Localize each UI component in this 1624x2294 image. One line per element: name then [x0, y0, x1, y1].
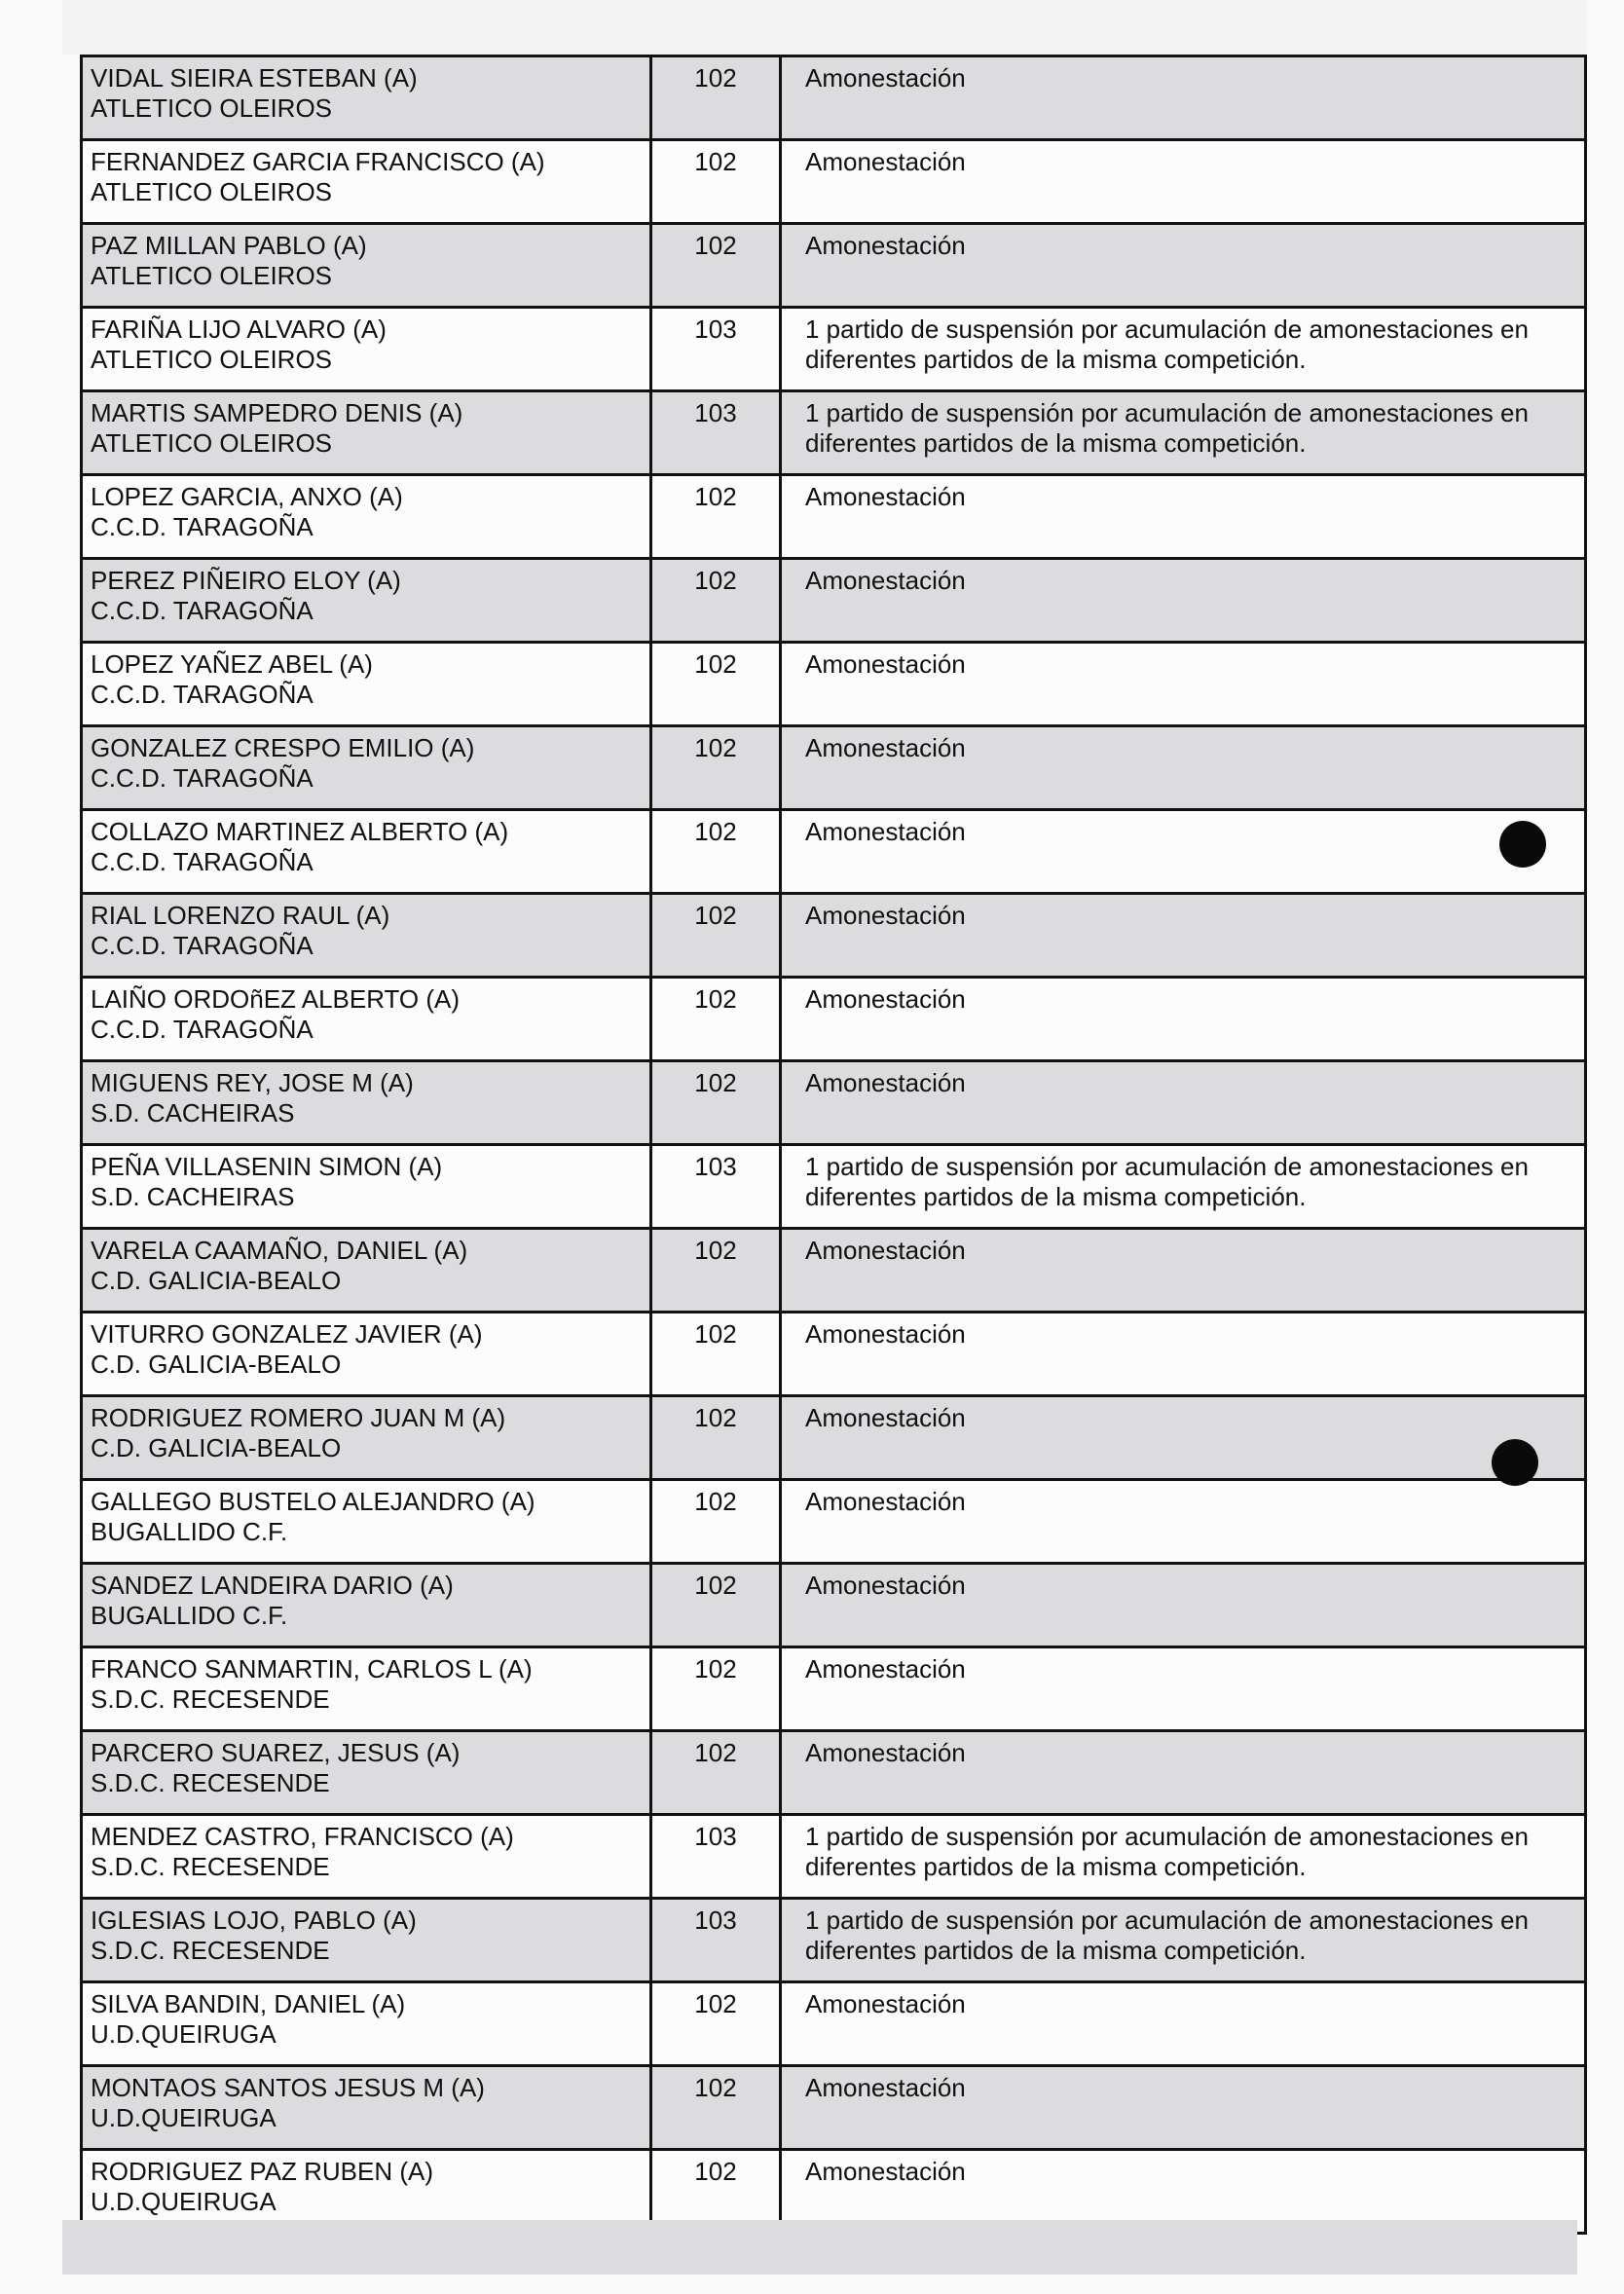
player-cell [82, 1229, 651, 1313]
sanction-text: Amonestación [805, 733, 966, 762]
sanction-text: Amonestación [805, 1403, 966, 1432]
code-cell [651, 1731, 781, 1815]
code-cell [651, 475, 781, 559]
sanction-text: 1 partido de suspensión por acumulación de amonestaciones en [805, 398, 1529, 427]
club-name: C.D. GALICIA-BEALO [91, 1350, 342, 1379]
code-cell [651, 308, 781, 391]
club-name: ATLETICO OLEIROS [91, 93, 333, 123]
code-cell [651, 1396, 781, 1480]
table-row [82, 1647, 1586, 1731]
player-cell [82, 1647, 651, 1731]
sanction-text-continued: diferentes partidos de la misma competición. [805, 1936, 1307, 1965]
player-cell [82, 140, 651, 224]
sanction-text: 1 partido de suspensión por acumulación de amonestaciones en [805, 1822, 1529, 1851]
club-name: U.D.QUEIRUGA [91, 2103, 277, 2132]
sanction-cell [781, 559, 1586, 643]
code-cell [651, 1145, 781, 1229]
sanction-code: 102 [694, 649, 737, 679]
sanction-cell [781, 978, 1586, 1061]
punch-hole-icon [1499, 821, 1546, 868]
table-row [82, 391, 1586, 475]
sanction-text: 1 partido de suspensión por acumulación de amonestaciones en [805, 1906, 1529, 1935]
player-name: FERNANDEZ GARCIA FRANCISCO (A) [91, 147, 545, 176]
sanction-code: 103 [694, 1152, 737, 1181]
code-cell [651, 810, 781, 894]
player-name: VIDAL SIEIRA ESTEBAN (A) [91, 63, 418, 92]
club-name: S.D.C. RECESENDE [91, 1768, 330, 1797]
player-name: PEÑA VILLASENIN SIMON (A) [91, 1152, 443, 1181]
sanction-code: 102 [694, 231, 737, 260]
code-cell [651, 1982, 781, 2066]
club-name: ATLETICO OLEIROS [91, 345, 333, 374]
code-cell [651, 1564, 781, 1647]
player-name: LAIÑO ORDOñEZ ALBERTO (A) [91, 984, 461, 1014]
player-cell [82, 978, 651, 1061]
sanction-text: Amonestación [805, 566, 966, 595]
sanction-code: 102 [694, 984, 737, 1014]
table-row [82, 810, 1586, 894]
sanction-cell [781, 1982, 1586, 2066]
player-cell [82, 1145, 651, 1229]
table-row [82, 559, 1586, 643]
sanction-text: Amonestación [805, 1487, 966, 1516]
table-row [82, 726, 1586, 810]
table-row [82, 1061, 1586, 1145]
sanction-code: 102 [694, 1068, 737, 1097]
club-name: ATLETICO OLEIROS [91, 428, 333, 458]
club-name: S.D. CACHEIRAS [91, 1098, 295, 1128]
sanction-text: Amonestación [805, 1236, 966, 1265]
sanction-code: 102 [694, 1738, 737, 1767]
sanction-text: Amonestación [805, 984, 966, 1014]
sanction-code: 102 [694, 63, 737, 92]
player-name: FARIÑA LIJO ALVARO (A) [91, 314, 387, 344]
sanction-text: Amonestación [805, 901, 966, 930]
table-row [82, 1396, 1586, 1480]
club-name: C.C.D. TARAGOÑA [91, 931, 314, 960]
sanction-text-continued: diferentes partidos de la misma competición. [805, 1182, 1307, 1211]
sanction-code: 103 [694, 314, 737, 344]
sanction-code: 102 [694, 482, 737, 511]
page-top-margin [62, 0, 1587, 55]
player-cell [82, 1480, 651, 1564]
code-cell [651, 1061, 781, 1145]
sanction-text: Amonestación [805, 63, 966, 92]
table-row [82, 308, 1586, 391]
player-name: PAZ MILLAN PABLO (A) [91, 231, 367, 260]
sanction-cell [781, 140, 1586, 224]
table-row [82, 1982, 1586, 2066]
code-cell [651, 1229, 781, 1313]
player-name: IGLESIAS LOJO, PABLO (A) [91, 1906, 417, 1935]
sanction-cell [781, 391, 1586, 475]
table-row [82, 1313, 1586, 1396]
sanction-code: 102 [694, 1654, 737, 1684]
player-cell [82, 1313, 651, 1396]
club-name: C.C.D. TARAGOÑA [91, 763, 314, 793]
sanction-code: 102 [694, 1487, 737, 1516]
table-row [82, 1899, 1586, 1982]
table-row [82, 643, 1586, 726]
table-row [82, 1229, 1586, 1313]
sanction-code: 102 [694, 1403, 737, 1432]
player-cell [82, 391, 651, 475]
player-name: MENDEZ CASTRO, FRANCISCO (A) [91, 1822, 514, 1851]
sanction-code: 102 [694, 2073, 737, 2102]
club-name: U.D.QUEIRUGA [91, 2187, 277, 2216]
club-name: BUGALLIDO C.F. [91, 1517, 288, 1546]
sanction-text: 1 partido de suspensión por acumulación de amonestaciones en [805, 1152, 1529, 1181]
club-name: C.D. GALICIA-BEALO [91, 1266, 342, 1295]
club-name: S.D. CACHEIRAS [91, 1182, 295, 1211]
sanction-cell [781, 643, 1586, 726]
player-name: MONTAOS SANTOS JESUS M (A) [91, 2073, 485, 2102]
player-cell [82, 1982, 651, 2066]
sanction-cell [781, 56, 1586, 140]
player-name: LOPEZ YAÑEZ ABEL (A) [91, 649, 373, 679]
sanction-cell [781, 1229, 1586, 1313]
sanction-text-continued: diferentes partidos de la misma competición. [805, 345, 1307, 374]
sanction-cell [781, 475, 1586, 559]
player-name: PARCERO SUAREZ, JESUS (A) [91, 1738, 461, 1767]
player-cell [82, 726, 651, 810]
sanction-code: 102 [694, 733, 737, 762]
sanction-text: Amonestación [805, 2157, 966, 2186]
sanction-cell [781, 1313, 1586, 1396]
code-cell [651, 224, 781, 308]
sanction-code: 103 [694, 398, 737, 427]
club-name: C.C.D. TARAGOÑA [91, 847, 314, 876]
sanction-cell [781, 1396, 1586, 1480]
player-name: MIGUENS REY, JOSE M (A) [91, 1068, 414, 1097]
sanction-text: Amonestación [805, 1068, 966, 1097]
sanction-code: 102 [694, 901, 737, 930]
code-cell [651, 1647, 781, 1731]
sanction-text: Amonestación [805, 147, 966, 176]
player-name: RODRIGUEZ ROMERO JUAN M (A) [91, 1403, 506, 1432]
code-cell [651, 140, 781, 224]
player-cell [82, 643, 651, 726]
sanction-cell [781, 1815, 1586, 1899]
table-row [82, 2066, 1586, 2150]
table-row [82, 1480, 1586, 1564]
code-cell [651, 1480, 781, 1564]
table-row [82, 1564, 1586, 1647]
table-row [82, 894, 1586, 978]
punch-hole-icon [1492, 1439, 1538, 1486]
sanction-code: 102 [694, 1989, 737, 2018]
player-name: COLLAZO MARTINEZ ALBERTO (A) [91, 817, 509, 846]
sanction-cell [781, 2066, 1586, 2150]
player-name: VITURRO GONZALEZ JAVIER (A) [91, 1319, 483, 1349]
player-name: PEREZ PIÑEIRO ELOY (A) [91, 566, 401, 595]
player-cell [82, 1564, 651, 1647]
code-cell [651, 56, 781, 140]
code-cell [651, 1815, 781, 1899]
sanction-code: 103 [694, 1822, 737, 1851]
sanction-text: Amonestación [805, 817, 966, 846]
sanction-cell [781, 1480, 1586, 1564]
sanction-code: 102 [694, 1236, 737, 1265]
player-name: SANDEZ LANDEIRA DARIO (A) [91, 1571, 454, 1600]
club-name: S.D.C. RECESENDE [91, 1684, 330, 1714]
player-cell [82, 1815, 651, 1899]
club-name: ATLETICO OLEIROS [91, 177, 333, 206]
club-name: C.D. GALICIA-BEALO [91, 1433, 342, 1462]
table-row [82, 475, 1586, 559]
club-name: C.C.D. TARAGOÑA [91, 1015, 314, 1044]
sanction-text: Amonestación [805, 1571, 966, 1600]
code-cell [651, 559, 781, 643]
player-name: SILVA BANDIN, DANIEL (A) [91, 1989, 406, 2018]
sanction-text-continued: diferentes partidos de la misma competición. [805, 1852, 1307, 1881]
sanction-cell [781, 1899, 1586, 1982]
player-cell [82, 894, 651, 978]
player-cell [82, 308, 651, 391]
sanction-text: Amonestación [805, 649, 966, 679]
code-cell [651, 894, 781, 978]
sanction-text-continued: diferentes partidos de la misma competición. [805, 428, 1307, 458]
code-cell [651, 1899, 781, 1982]
table-row [82, 1815, 1586, 1899]
sanction-text: 1 partido de suspensión por acumulación de amonestaciones en [805, 314, 1529, 344]
sanction-code: 103 [694, 1906, 737, 1935]
sanction-cell [781, 810, 1586, 894]
player-cell [82, 224, 651, 308]
code-cell [651, 726, 781, 810]
sanction-code: 102 [694, 817, 737, 846]
club-name: S.D.C. RECESENDE [91, 1936, 330, 1965]
sanction-text: Amonestación [805, 2073, 966, 2102]
table-row [82, 224, 1586, 308]
sanction-code: 102 [694, 566, 737, 595]
sanction-code: 102 [694, 1319, 737, 1349]
player-name: GALLEGO BUSTELO ALEJANDRO (A) [91, 1487, 535, 1516]
club-name: C.C.D. TARAGOÑA [91, 596, 314, 625]
player-name: FRANCO SANMARTIN, CARLOS L (A) [91, 1654, 533, 1684]
club-name: C.C.D. TARAGOÑA [91, 680, 314, 709]
sanction-text: Amonestación [805, 1738, 966, 1767]
table-row [82, 1145, 1586, 1229]
table-row [82, 140, 1586, 224]
sanction-code: 102 [694, 147, 737, 176]
player-cell [82, 1061, 651, 1145]
club-name: S.D.C. RECESENDE [91, 1852, 330, 1881]
sanction-text: Amonestación [805, 482, 966, 511]
table-row [82, 1731, 1586, 1815]
player-name: MARTIS SAMPEDRO DENIS (A) [91, 398, 463, 427]
sanctions-table [80, 55, 1587, 2235]
player-cell [82, 559, 651, 643]
table-row [82, 978, 1586, 1061]
sanction-cell [781, 726, 1586, 810]
player-cell [82, 1731, 651, 1815]
player-cell [82, 56, 651, 140]
page-bottom-margin [62, 2220, 1577, 2275]
code-cell [651, 1313, 781, 1396]
sanction-text: Amonestación [805, 1989, 966, 2018]
sanction-cell [781, 224, 1586, 308]
club-name: U.D.QUEIRUGA [91, 2019, 277, 2049]
code-cell [651, 643, 781, 726]
sanction-text: Amonestación [805, 1654, 966, 1684]
code-cell [651, 978, 781, 1061]
sanction-cell [781, 1061, 1586, 1145]
sanction-code: 102 [694, 2157, 737, 2186]
player-name: LOPEZ GARCIA, ANXO (A) [91, 482, 403, 511]
player-cell [82, 1396, 651, 1480]
player-cell [82, 1899, 651, 1982]
sanction-cell [781, 1145, 1586, 1229]
code-cell [651, 2066, 781, 2150]
club-name: ATLETICO OLEIROS [91, 261, 333, 290]
club-name: C.C.D. TARAGOÑA [91, 512, 314, 541]
club-name: BUGALLIDO C.F. [91, 1601, 288, 1630]
player-cell [82, 810, 651, 894]
player-name: VARELA CAAMAÑO, DANIEL (A) [91, 1236, 468, 1265]
sanction-text: Amonestación [805, 1319, 966, 1349]
sanction-cell [781, 1564, 1586, 1647]
sanction-cell [781, 1731, 1586, 1815]
player-cell [82, 475, 651, 559]
table-row [82, 56, 1586, 140]
sanction-text: Amonestación [805, 231, 966, 260]
sanction-cell [781, 1647, 1586, 1731]
player-cell [82, 2066, 651, 2150]
sanctions-table-body [82, 56, 1586, 2234]
sanction-cell [781, 308, 1586, 391]
code-cell [651, 391, 781, 475]
sanction-cell [781, 894, 1586, 978]
player-name: RODRIGUEZ PAZ RUBEN (A) [91, 2157, 433, 2186]
player-name: RIAL LORENZO RAUL (A) [91, 901, 390, 930]
player-name: GONZALEZ CRESPO EMILIO (A) [91, 733, 475, 762]
sanction-code: 102 [694, 1571, 737, 1600]
